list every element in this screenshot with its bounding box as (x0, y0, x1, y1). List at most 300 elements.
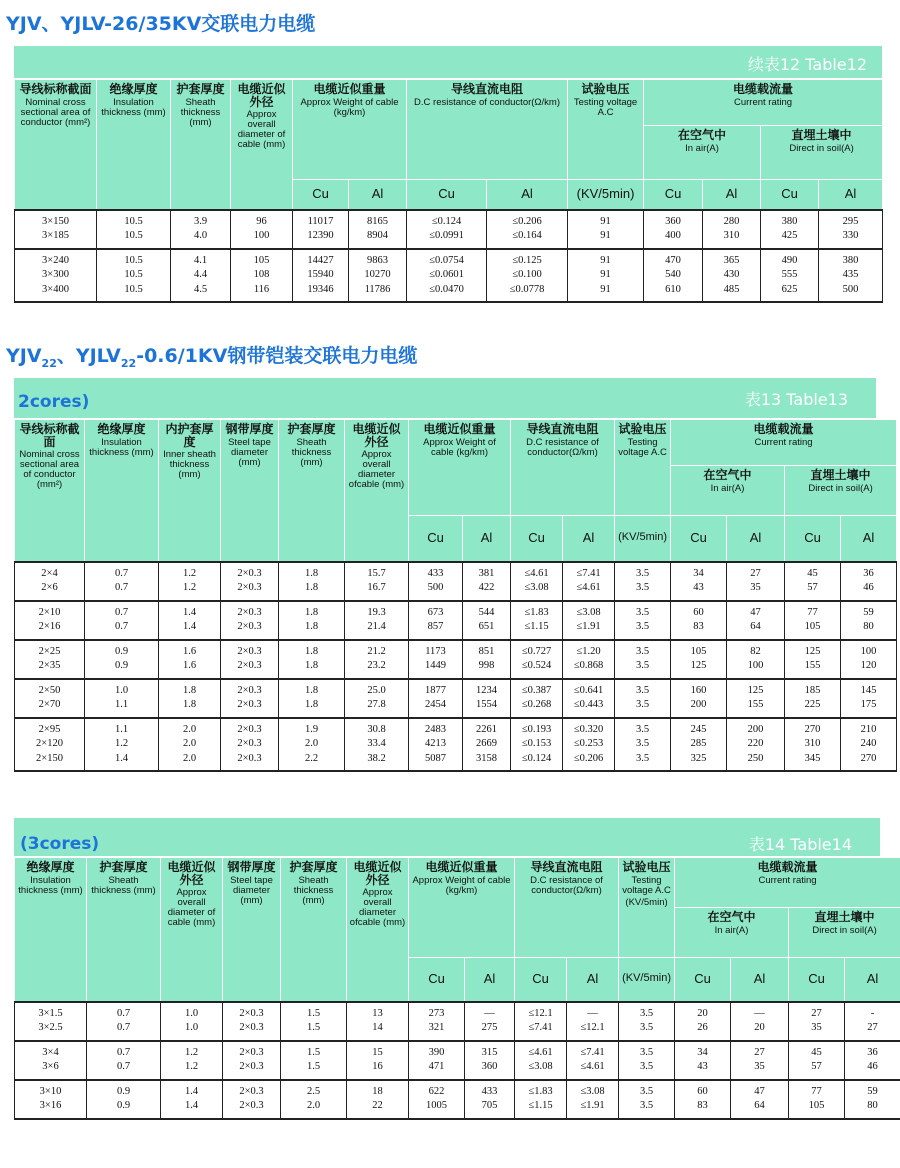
table-cell: ≤3.08 (567, 1080, 619, 1100)
table-row (15, 562, 897, 582)
table-cell: 851 (463, 640, 511, 660)
table-cell: 16.7 (345, 581, 409, 601)
table-cell: 673 (409, 601, 463, 621)
table-cell: 30.8 (345, 718, 409, 738)
table-cell: ≤0.387 (511, 679, 563, 699)
table13 (14, 419, 897, 772)
t13-h-insulation: 绝缘厚度 Insulation thickness (mm) (85, 420, 159, 562)
table-cell: 1.5 (281, 1021, 347, 1041)
table-cell: 3×2.5 (15, 1021, 87, 1041)
table-cell: 83 (671, 620, 727, 640)
t12-h-air-al: Al (703, 180, 761, 210)
table-cell: 10270 (349, 268, 407, 283)
table-cell: 3.5 (615, 620, 671, 640)
table-cell: 45 (785, 562, 841, 582)
table-cell: 2×4 (15, 562, 85, 582)
table-cell: 64 (727, 620, 785, 640)
table-cell: 38.2 (345, 752, 409, 772)
table-cell: ≤0.253 (563, 737, 615, 752)
table-cell: 0.7 (85, 620, 159, 640)
table-cell: ≤1.91 (567, 1099, 619, 1119)
table-cell: 108 (231, 268, 293, 283)
t13-h-sheath: 护套厚度 Sheath thickness (mm) (279, 420, 345, 562)
table-cell: 57 (789, 1060, 845, 1080)
table-cell: 3.5 (615, 659, 671, 679)
table-cell: ≤1.83 (515, 1080, 567, 1100)
table-cell: 3×1.5 (15, 1002, 87, 1022)
table-cell: ≤4.61 (567, 1060, 619, 1080)
table-row (15, 283, 883, 303)
table-cell: - (845, 1002, 900, 1022)
table-cell: 3×185 (15, 229, 97, 249)
table-cell: 1.6 (159, 640, 221, 660)
table-cell: 2×0.3 (221, 679, 279, 699)
table-cell: 3.5 (619, 1021, 675, 1041)
table-cell: 2×120 (15, 737, 85, 752)
table-row (15, 679, 897, 699)
table-cell: 0.9 (85, 640, 159, 660)
table-cell: 540 (644, 268, 703, 283)
table-cell: 23.2 (345, 659, 409, 679)
t13-h-res-al: Al (563, 516, 615, 562)
table-cell: 80 (841, 620, 897, 640)
table-cell: 310 (703, 229, 761, 249)
table-cell: 210 (841, 718, 897, 738)
table-cell: 430 (703, 268, 761, 283)
table-cell: ≤3.08 (515, 1060, 567, 1080)
table-cell: 705 (465, 1099, 515, 1119)
t14-h-voltage: 试验电压 Testing voltage A.C (KV/5min) (619, 858, 675, 958)
table-cell: 1.4 (161, 1099, 223, 1119)
table-cell: 2×0.3 (223, 1002, 281, 1022)
table-cell: 0.9 (87, 1080, 161, 1100)
table14-cores-label: (3cores) (20, 834, 100, 854)
table-cell: ≤0.0470 (407, 283, 487, 303)
table-row (15, 698, 897, 718)
t12-h-soil-cu: Cu (761, 180, 819, 210)
t12-h-res-al: Al (487, 180, 568, 210)
t14-h-air: 在空气中 In air(A) (675, 908, 789, 958)
table-cell: ≤0.125 (487, 249, 568, 269)
table-cell: 3.5 (619, 1099, 675, 1119)
table-cell: 200 (727, 718, 785, 738)
table-cell: 0.7 (87, 1002, 161, 1022)
table-cell: 2×0.3 (223, 1041, 281, 1061)
table-cell: 8904 (349, 229, 407, 249)
table-cell: 315 (465, 1041, 515, 1061)
table-cell: 3.5 (615, 679, 671, 699)
table-cell: 1.5 (281, 1060, 347, 1080)
t13-h-air: 在空气中 In air(A) (671, 466, 785, 516)
table-cell: 2.0 (281, 1099, 347, 1119)
table-cell: 26 (675, 1021, 731, 1041)
table-cell: 433 (409, 562, 463, 582)
t12-h-conductor: 导线标称截面 Nominal cross sectional area of conductor (mm²) (15, 80, 97, 210)
table-cell: 91 (568, 268, 644, 283)
table-cell: 20 (731, 1021, 789, 1041)
t14-h-diameter2: 电缆近似外径 Approx overall diameter ofcable (mm) (347, 858, 409, 1002)
table-cell: 250 (727, 752, 785, 772)
t12-h-air-cu: Cu (644, 180, 703, 210)
table-cell: 10.5 (97, 229, 171, 249)
table-cell: 0.7 (85, 562, 159, 582)
row-group (15, 718, 897, 772)
t12-h-current: 电缆载流量 Current rating (644, 80, 883, 126)
t14-h-air-cu: Cu (675, 958, 731, 1002)
table-cell: 2×0.3 (221, 698, 279, 718)
table-cell: ≤0.443 (563, 698, 615, 718)
table-cell: 43 (671, 581, 727, 601)
row-group (15, 249, 883, 303)
table-cell: 2483 (409, 718, 463, 738)
table-cell: ≤3.08 (511, 581, 563, 601)
row-group (15, 1041, 900, 1080)
table-cell: 60 (675, 1080, 731, 1100)
table14 (14, 857, 900, 1120)
table-cell: 34 (671, 562, 727, 582)
table-cell: 2×70 (15, 698, 85, 718)
t14-h-current: 电缆载流量 Current rating (675, 858, 900, 908)
table-row (15, 210, 883, 230)
table-cell: ≤7.41 (563, 562, 615, 582)
table-cell: 2×0.3 (221, 562, 279, 582)
table-cell: 3.5 (615, 601, 671, 621)
table-cell: 10.5 (97, 249, 171, 269)
table-cell: ≤0.193 (511, 718, 563, 738)
table-cell: 27.8 (345, 698, 409, 718)
t13-h-weight-al: Al (463, 516, 511, 562)
table-cell: ≤0.164 (487, 229, 568, 249)
table-cell: 43 (675, 1060, 731, 1080)
table-cell: 1.0 (161, 1002, 223, 1022)
table-cell: ≤1.83 (511, 601, 563, 621)
table-cell: 1.0 (85, 679, 159, 699)
table-cell: ≤0.124 (511, 752, 563, 772)
table-cell: 380 (761, 210, 819, 230)
table-row (15, 1041, 900, 1061)
table-row (15, 249, 883, 269)
table-cell: 1.8 (159, 679, 221, 699)
table-cell: ≤7.41 (515, 1021, 567, 1041)
table-cell: 310 (785, 737, 841, 752)
table-cell: 116 (231, 283, 293, 303)
table-cell: 4.4 (171, 268, 231, 283)
table-cell: 610 (644, 283, 703, 303)
table-cell: 625 (761, 283, 819, 303)
table-cell: 200 (671, 698, 727, 718)
table-cell: 1.5 (281, 1041, 347, 1061)
t12-h-voltage-unit: (KV/5min) (568, 180, 644, 210)
table-cell: 91 (568, 249, 644, 269)
table-cell: 15 (347, 1041, 409, 1061)
table-cell: 59 (841, 601, 897, 621)
table-cell: 270 (841, 752, 897, 772)
table-cell: 1005 (409, 1099, 465, 1119)
table-cell: 998 (463, 659, 511, 679)
table-cell: 27 (727, 562, 785, 582)
t13-h-soil-al: Al (841, 516, 897, 562)
table-cell: 1.2 (159, 581, 221, 601)
table-cell: 425 (761, 229, 819, 249)
table-cell: — (567, 1002, 619, 1022)
table-cell: 4213 (409, 737, 463, 752)
table-cell: 91 (568, 229, 644, 249)
table-cell: 857 (409, 620, 463, 640)
table-cell: 0.7 (87, 1041, 161, 1061)
table-cell: ≤7.41 (567, 1041, 619, 1061)
table-cell: 1.4 (159, 601, 221, 621)
table-cell: ≤12.1 (515, 1002, 567, 1022)
table-cell: ≤4.61 (563, 581, 615, 601)
table-cell: 77 (789, 1080, 845, 1100)
table-cell: 381 (463, 562, 511, 582)
table-cell: 2×0.3 (223, 1060, 281, 1080)
t14-h-air-al: Al (731, 958, 789, 1002)
table-cell: 2×0.3 (221, 737, 279, 752)
table-cell: 0.7 (87, 1060, 161, 1080)
table-cell: 360 (644, 210, 703, 230)
table-cell: 145 (841, 679, 897, 699)
table-cell: 1.9 (279, 718, 345, 738)
table-cell: 155 (785, 659, 841, 679)
table-cell: 35 (789, 1021, 845, 1041)
table-cell: 1.1 (85, 718, 159, 738)
table-cell: 0.7 (85, 581, 159, 601)
table-cell: 3.5 (615, 737, 671, 752)
table-cell: 14 (347, 1021, 409, 1041)
table-cell: 2×0.3 (221, 620, 279, 640)
table-cell: 2.0 (159, 737, 221, 752)
table-cell: 2.2 (279, 752, 345, 772)
table-cell: 1.4 (85, 752, 159, 772)
table-cell: 160 (671, 679, 727, 699)
table-cell: 2×25 (15, 640, 85, 660)
table-cell: 3158 (463, 752, 511, 772)
t13-h-voltage: 试验电压 Testing voltage A.C (615, 420, 671, 516)
table-cell: 57 (785, 581, 841, 601)
table-cell: 105 (789, 1099, 845, 1119)
table-cell: 105 (671, 640, 727, 660)
table-cell: 1.6 (159, 659, 221, 679)
row-group (15, 562, 897, 601)
table-cell: 380 (819, 249, 883, 269)
table-cell: 27 (845, 1021, 900, 1041)
table-row (15, 1080, 900, 1100)
table-cell: ≤3.08 (563, 601, 615, 621)
t13-h-resistance: 导线直流电阻 D.C resistance of conductor(Ω/km) (511, 420, 615, 516)
table-cell: ≤0.524 (511, 659, 563, 679)
table-cell: 91 (568, 210, 644, 230)
t12-h-air: 在空气中 In air(A) (644, 126, 761, 180)
table-cell: 1234 (463, 679, 511, 699)
table-cell: 60 (671, 601, 727, 621)
table-cell: 2669 (463, 737, 511, 752)
table-cell: 105 (231, 249, 293, 269)
table13-title: $YJV_{22}$、$YJLV_{22}-0.6/1KV$钢带铠装交联电力电缆 (6, 345, 418, 370)
table-cell: 220 (727, 737, 785, 752)
table-cell: 125 (671, 659, 727, 679)
table-cell: 45 (789, 1041, 845, 1061)
t13-h-air-cu: Cu (671, 516, 727, 562)
table-cell: 82 (727, 640, 785, 660)
table-cell: 36 (845, 1041, 900, 1061)
table-cell: 47 (727, 601, 785, 621)
t14-h-tape: 钢带厚度 Steel tape diameter (mm) (223, 858, 281, 1002)
table-cell: 105 (785, 620, 841, 640)
table-cell: 1554 (463, 698, 511, 718)
table-cell: ≤0.100 (487, 268, 568, 283)
table-cell: ≤1.20 (563, 640, 615, 660)
table-cell: 1.1 (85, 698, 159, 718)
table-cell: 273 (409, 1002, 465, 1022)
t14-h-weight: 电缆近似重量 Approx Weight of cable (kg/km) (409, 858, 515, 958)
table-cell: 2×95 (15, 718, 85, 738)
table-cell: 1.8 (279, 679, 345, 699)
table-cell: ≤0.0991 (407, 229, 487, 249)
table-cell: ≤0.641 (563, 679, 615, 699)
table-cell: ≤0.206 (563, 752, 615, 772)
table-cell: 3.5 (615, 640, 671, 660)
table-cell: 3×240 (15, 249, 97, 269)
table-cell: 3.5 (615, 752, 671, 772)
row-group (15, 601, 897, 640)
table-cell: 2×0.3 (221, 659, 279, 679)
table-cell: 2×0.3 (223, 1021, 281, 1041)
table-cell: 21.2 (345, 640, 409, 660)
table-cell: 175 (841, 698, 897, 718)
table-cell: 14427 (293, 249, 349, 269)
table-cell: 100 (727, 659, 785, 679)
t14-h-soil-cu: Cu (789, 958, 845, 1002)
t13-h-current: 电缆载流量 Current rating (671, 420, 897, 466)
table-cell: 470 (644, 249, 703, 269)
table-cell: 1.8 (279, 562, 345, 582)
table-cell: 1.8 (279, 601, 345, 621)
t13-h-weight-cu: Cu (409, 516, 463, 562)
table-cell: 345 (785, 752, 841, 772)
table-cell: 10.5 (97, 210, 171, 230)
table12-title: YJV、YJLV-26/35KV交联电力电缆 (6, 13, 316, 35)
table-cell: 225 (785, 698, 841, 718)
table-cell: 2×0.3 (221, 581, 279, 601)
t12-h-soil-al: Al (819, 180, 883, 210)
table-cell: 0.9 (87, 1099, 161, 1119)
table-cell: 1.8 (279, 698, 345, 718)
table-cell: 13 (347, 1002, 409, 1022)
table-cell: 34 (675, 1041, 731, 1061)
t13-h-air-al: Al (727, 516, 785, 562)
table-row (15, 268, 883, 283)
row-group (15, 1080, 900, 1119)
table-cell: 27 (731, 1041, 789, 1061)
table-cell: 125 (727, 679, 785, 699)
table-cell: 10.5 (97, 283, 171, 303)
table-cell: 651 (463, 620, 511, 640)
table-cell: ≤0.153 (511, 737, 563, 752)
table-cell: 1.8 (279, 620, 345, 640)
table-cell: 1173 (409, 640, 463, 660)
t13-h-voltage-unit: (KV/5min) (615, 516, 671, 562)
table-cell: 433 (465, 1080, 515, 1100)
table-cell: 0.7 (85, 601, 159, 621)
table-cell: 245 (671, 718, 727, 738)
table-cell: 1.2 (161, 1041, 223, 1061)
table-cell: — (465, 1002, 515, 1022)
t12-h-voltage: 试验电压 Testing voltage A.C (568, 80, 644, 180)
table-cell: 19346 (293, 283, 349, 303)
table-cell: 46 (845, 1060, 900, 1080)
table-cell: 1.2 (161, 1060, 223, 1080)
row-group (15, 679, 897, 718)
t14-h-sheath: 护套厚度 Sheath thickness (mm) (87, 858, 161, 1002)
t14-h-soil-al: Al (845, 958, 900, 1002)
table12-label: 续表12 Table12 (747, 55, 867, 74)
table-cell: 280 (703, 210, 761, 230)
table-cell: 2.5 (281, 1080, 347, 1100)
table-cell: 4.0 (171, 229, 231, 249)
table-cell: 16 (347, 1060, 409, 1080)
table-cell: ≤4.61 (515, 1041, 567, 1061)
table-cell: 100 (841, 640, 897, 660)
table-cell: 185 (785, 679, 841, 699)
table-row (15, 718, 897, 738)
row-group (15, 640, 897, 679)
table-cell: 59 (845, 1080, 900, 1100)
t12-h-weight-cu: Cu (293, 180, 349, 210)
t14-h-resistance: 导线直流电阻 D.C resistance of conductor(Ω/km) (515, 858, 619, 958)
table-cell: 8165 (349, 210, 407, 230)
table-cell: 91 (568, 283, 644, 303)
table-cell: 12390 (293, 229, 349, 249)
table-cell: 3.5 (619, 1041, 675, 1061)
table-cell: 155 (727, 698, 785, 718)
t13-h-soil-cu: Cu (785, 516, 841, 562)
table-cell: 1.0 (161, 1021, 223, 1041)
table-row (15, 620, 897, 640)
t14-h-soil: 直埋土壤中 Direct in soil(A) (789, 908, 900, 958)
table-cell: ≤0.268 (511, 698, 563, 718)
table-cell: 3.5 (615, 581, 671, 601)
table-row (15, 601, 897, 621)
table-cell: 3×400 (15, 283, 97, 303)
table-cell: ≤0.320 (563, 718, 615, 738)
table-cell: 11017 (293, 210, 349, 230)
table-row (15, 1002, 900, 1022)
t12-h-weight: 电缆近似重量 Approx Weight of cable (kg/km) (293, 80, 407, 180)
table-cell: 1.8 (279, 659, 345, 679)
table-cell: 1.8 (159, 698, 221, 718)
table-cell: 19.3 (345, 601, 409, 621)
table-cell: 1.4 (159, 620, 221, 640)
table-cell: 3.5 (619, 1002, 675, 1022)
table-cell: 3×10 (15, 1080, 87, 1100)
table-cell: 0.7 (87, 1021, 161, 1041)
table-cell: 100 (231, 229, 293, 249)
table-cell: 2×150 (15, 752, 85, 772)
table-cell: 321 (409, 1021, 465, 1041)
t13-h-conductor: 导线标称截面 Nominal cross sectional area of conductor (mm²) (15, 420, 85, 562)
table-cell: 9863 (349, 249, 407, 269)
table-cell: 96 (231, 210, 293, 230)
table-cell: 500 (819, 283, 883, 303)
table-cell: 22 (347, 1099, 409, 1119)
table-row (15, 737, 897, 752)
t14-h-res-al: Al (567, 958, 619, 1002)
table-cell: 400 (644, 229, 703, 249)
t12-h-res-cu: Cu (407, 180, 487, 210)
t13-h-soil: 直埋土壤中 Direct in soil(A) (785, 466, 897, 516)
t14-h-weight-cu: Cu (409, 958, 465, 1002)
